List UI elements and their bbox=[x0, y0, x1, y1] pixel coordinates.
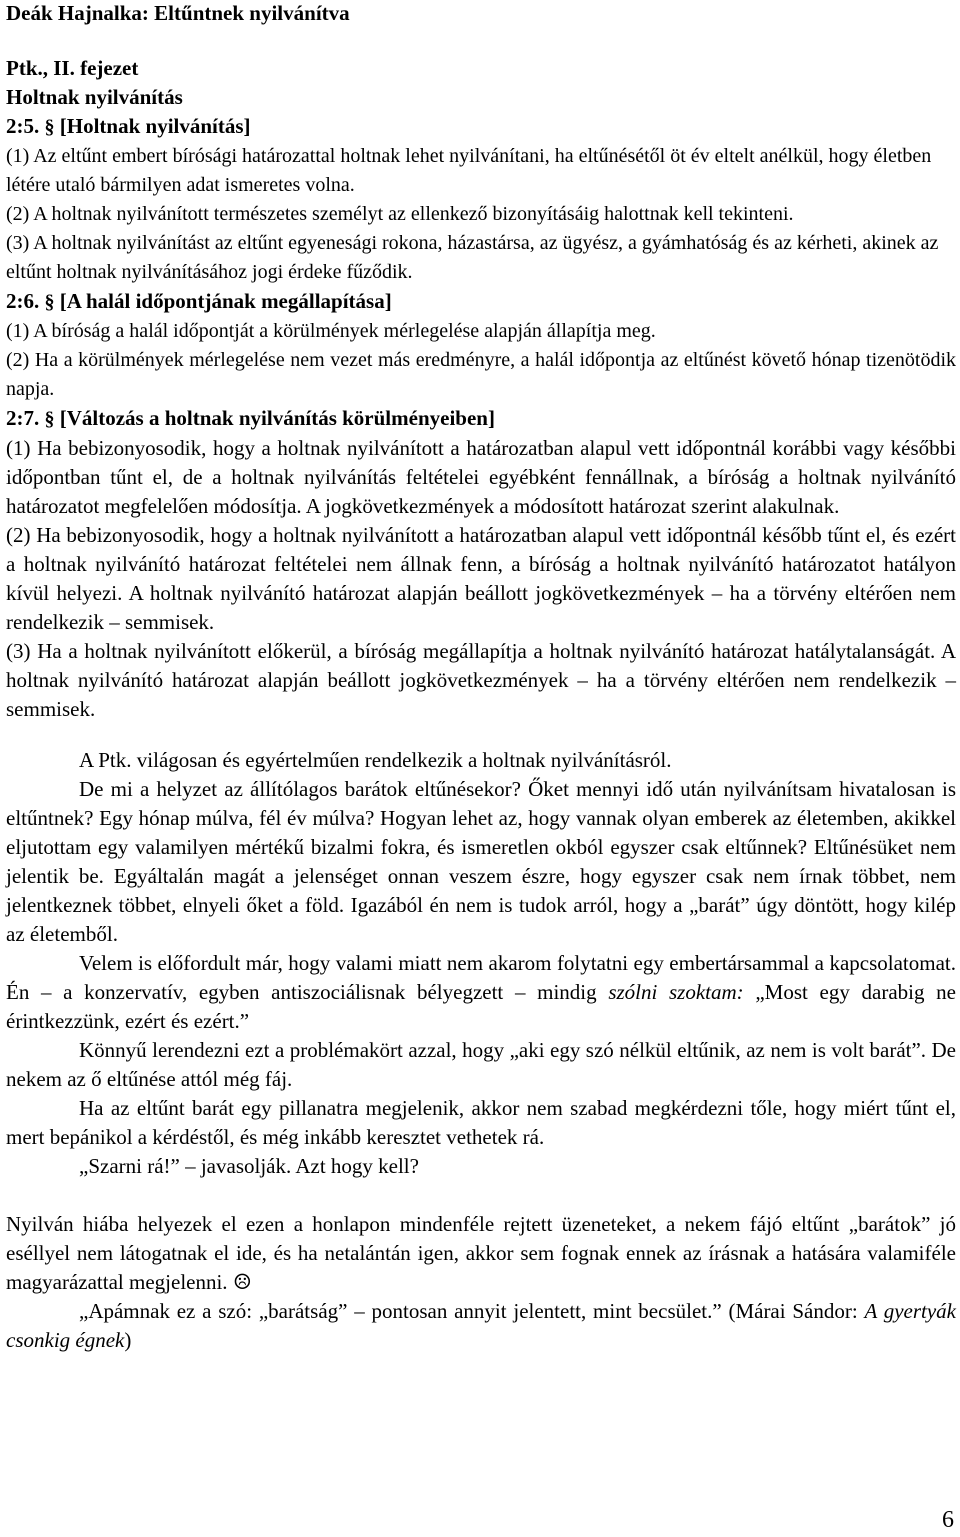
law-paragraph: (1) A bíróság a halál időpontját a körülmények mérlegelése alapján állapítja meg. bbox=[6, 320, 656, 342]
essay-italic-text: szólni szoktam: bbox=[608, 980, 744, 1004]
sad-face-icon: ☹ bbox=[232, 1270, 252, 1294]
law-heading-topic: Holtnak nyilvánítás bbox=[6, 85, 183, 109]
law-paragraph: (1) Ha bebizonyosodik, hogy a holtnak nyilvánított a határozatban alapul vett időpontnál korábbi vagy későbbi időpontban tűnt el, de a holtnak nyilvánítás feltételei egyébként fennállnak, a bíróság a holtnak nyilvánító határozatot megfelelően módosítja. A jogkövetkezmények a módosított határozat szerint alakulnak. bbox=[6, 436, 956, 518]
section-heading bbox=[6, 287, 956, 317]
paragraph-sign-icon: § bbox=[44, 116, 55, 138]
quote-text: ) bbox=[124, 1328, 132, 1352]
paragraph-sign-icon: § bbox=[44, 408, 55, 430]
law-paragraph: (3) Ha a holtnak nyilvánított előkerül, a bíróság megállapítja a holtnak nyilvánító határozat hatálytalanságát. A holtnak nyilvánító határozat alapján beállott jogkövetkezmények – ha a törvény eltérően nem rendelkezik – semmisek. bbox=[6, 639, 956, 721]
section-heading bbox=[6, 404, 956, 434]
book-title: A gyertyák csonkig égnek bbox=[6, 1299, 956, 1352]
law-heading-chapter: Ptk., II. fejezet bbox=[6, 56, 139, 80]
law-paragraph: (2) A holtnak nyilvánított természetes személyt az ellenkező bizonyításáig halottnak kell tekinteni. bbox=[6, 203, 794, 225]
essay-text: Nyilván hiába helyezek el ezen a honlapon mindenféle rejtett üzeneteket, a nekem fájó eltűnt „barátok” jó eséllyel nem látogatnak el ide, és ha netalántán igen, akkor sem fognak ennek az írásnak a hatására valamiféle magyarázattal megjelenni. bbox=[6, 1212, 956, 1294]
section-title: [Változás a holtnak nyilvánítás körülményeiben] bbox=[59, 406, 495, 430]
essay-text: „Most egy darabig ne érintkezzünk, ezért és ezért.” bbox=[6, 980, 956, 1033]
quote-text: „Apámnak ez a szó: „barátság” – pontosan annyit jelentett, mint becsület.” (Márai Sándor: bbox=[79, 1299, 865, 1323]
section-number: 2:6. bbox=[6, 289, 40, 313]
essay-paragraph: „Szarni rá!” – javasolják. Azt hogy kell? bbox=[79, 1154, 419, 1178]
essay-paragraph bbox=[6, 949, 956, 1036]
quote-paragraph bbox=[6, 1297, 956, 1355]
spacer bbox=[6, 1181, 956, 1210]
section-number: 2:7. bbox=[6, 406, 40, 430]
section-title: [Holtnak nyilvánítás] bbox=[59, 114, 251, 138]
essay-paragraph: Ha az eltűnt barát egy pillanatra megjelenik, akkor nem szabad megkérdezni tőle, hogy miért tűnt el, mert bepánikol a kérdéstől, és még inkább keresztet vethetek rá. bbox=[6, 1096, 956, 1149]
law-paragraph: (1) Az eltűnt embert bírósági határozattal holtnak lehet nyilvánítani, ha eltűnésétől öt év eltelt anélkül, hogy életben létére utaló bármilyen adat ismeretes volna. bbox=[6, 145, 932, 196]
page-number: 6 bbox=[942, 1507, 954, 1533]
spacer bbox=[6, 724, 956, 746]
spacer bbox=[6, 26, 956, 54]
essay-paragraph: Könnyű lerendezni ezt a problémakört azzal, hogy „aki egy szó nélkül eltűnik, az nem is volt barát”. De nekem az ő eltűnése attól még fáj. bbox=[6, 1038, 956, 1091]
essay-paragraph: De mi a helyzet az állítólagos barátok eltűnésekor? Őket mennyi idő után nyilvánítsam hivatalosan is eltűntnek? Egy hónap múlva, fél év múlva? Hogyan lehet az, hogy vannak olyan emberek az életemben, akikkel eljutottam egy valamilyen mértékű bizalmi fokra, és ismeretlen okból egyszer csak eltűnnek? Eltűnésüket nem jelentik be. Egyáltalán magát a jelenséget onnan veszem észre, hogy egyszer csak nem írnak többet, nem jelentkeznek többet, elnyeli őket a föld. Igazából én nem is tudok arról, hogy a „barát” úgy döntött, hogy kilép az életemből. bbox=[6, 777, 956, 946]
essay-paragraph bbox=[6, 1210, 956, 1297]
section-title: [A halál időpontjának megállapítása] bbox=[59, 289, 392, 313]
essay-paragraph: A Ptk. világosan és egyértelműen rendelkezik a holtnak nyilvánításról. bbox=[79, 748, 672, 772]
section-number: 2:5. bbox=[6, 114, 40, 138]
law-paragraph: (2) Ha bebizonyosodik, hogy a holtnak nyilvánított a határozatban alapul vett időpontnál később tűnt el, és ezért a holtnak nyilvánító határozat feltételei nem állnak fenn, a bíróság a holtnak nyilvánító határozatot hatályon kívül helyezi. A holtnak nyilvánító határozat alapján beállott jogkövetkezmények – ha a törvény eltérően nem rendelkezik – semmisek. bbox=[6, 523, 956, 634]
document-title: Deák Hajnalka: Eltűntnek nyilvánítva bbox=[6, 1, 350, 25]
law-paragraph: (2) Ha a körülmények mérlegelése nem vezet más eredményre, a halál időpontja az eltűnést követő hónap tizenötödik napja. bbox=[6, 349, 956, 400]
document-page bbox=[6, 0, 956, 1355]
essay-text: Velem is előfordult már, hogy valami miatt nem akarom folytatni egy embertársammal a kapcsolatomat. Én – a konzervatív, egyben antiszociálisnak bélyegzett – mindig bbox=[6, 951, 956, 1004]
section-heading bbox=[6, 112, 956, 142]
law-paragraph: (3) A holtnak nyilvánítást az eltűnt egyenesági rokona, házastársa, az ügyész, a gyámhatóság és az kérheti, akinek az eltűnt holtnak nyilvánításához jogi érdeke fűződik. bbox=[6, 232, 939, 283]
paragraph-sign-icon: § bbox=[44, 291, 55, 313]
